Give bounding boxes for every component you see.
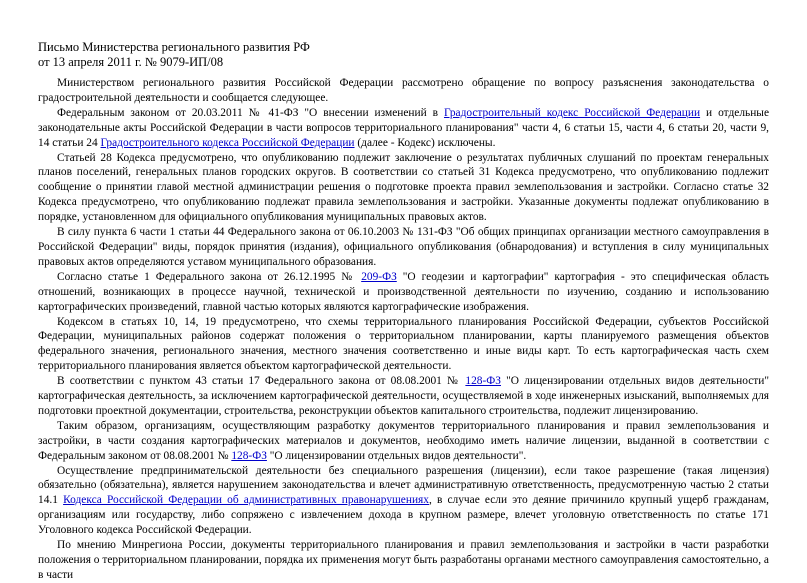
- document-link[interactable]: 209-ФЗ: [361, 270, 397, 283]
- document-date-number: от 13 апреля 2011 г. № 9079-ИП/08: [38, 55, 224, 69]
- paragraph-text: Министерством регионального развития Российской Федерации рассмотрено обращение по вопросу разъяснения законодательства о градостроительной деятельности и сообщается следующее.: [38, 77, 769, 104]
- paragraph-text: и отдельные законодательные акты Российской Федерации в части вопросов территориального планирования" части 4, 6 статьи 15, части 4, 6 статьи 20, части 9, 14 статьи 24: [38, 106, 769, 149]
- paragraph-text: Федеральным законом от 20.03.2011 № 41-ФЗ "О внесении изменений в: [57, 106, 444, 119]
- paragraph-text: Согласно статье 1 Федерального закона от 26.12.1995 №: [57, 270, 362, 283]
- paragraph-text: Осуществление предпринимательской деятельности без специального разрешения (лицензии), если такое разрешение (такая лицензия) обязательно (обязательна), является нарушением законодательства и влечет административную ответственность, предусмотренную частью 2 статьи 14.1: [38, 464, 769, 507]
- paragraph-text: По мнению Минрегиона России, документы территориального планирования и правил землепользования и застройки в части разработки положения о территориальном планировании, порядка их применения могут быть разработаны органами местного самоуправления самостоятельно, а в части: [38, 539, 769, 581]
- paragraph-text: Кодексом в статьях 10, 14, 19 предусмотрено, что схемы территориального планирования Российской Федерации, субъектов Российской Федерации, муниципальных районов содержат положения о территориальном планировании, карты планируемого размещения объектов федерального значения, регионального значения, местного значения соответственно и иные виды карт. То есть картографическая часть схем территориального планирования является объектом картографической деятельности.: [38, 315, 769, 373]
- document-title: Письмо Министерства регионального развития РФ: [38, 40, 310, 54]
- paragraph: [38, 374, 769, 419]
- paragraph: [38, 270, 769, 315]
- paragraph: [38, 419, 769, 464]
- paragraph-text: Таким образом, организациям, осуществляющим разработку документов территориального планирования и правил землепользования и застройки, в части создания картографических материалов и документов, необходимо иметь наличие лицензии, выданной в соответствии с Федеральным законом от 08.08.2001 №: [38, 419, 769, 462]
- paragraph: [38, 538, 769, 583]
- paragraph-text: В соответствии с пунктом 43 статьи 17 Федерального закона от 08.08.2001 №: [57, 375, 466, 388]
- paragraph-text: "О лицензировании отдельных видов деятельности".: [266, 449, 527, 462]
- paragraph: [38, 464, 769, 539]
- document-link[interactable]: Градостроительный кодекс Российской Федерации: [443, 106, 701, 119]
- paragraph: [38, 106, 769, 151]
- paragraph-text: Статьей 28 Кодекса предусмотрено, что опубликованию подлежит заключение о результатах публичных слушаний по проектам генеральных планов поселений, генеральных планов городских округов. В соответствии со статьей 31 Кодекса предусмотрено, что опубликованию подлежит сообщение о принятии главой местной администрации решения о подготовке проекта правил землепользования и застройки. Согласно статье 32 Кодекса предусмотрено, что опубликованию подлежат правила землепользования и застройки. Указанные документы подлежат опубликованию в порядке, установленном для официального опубликования муниципальных правовых актов.: [38, 151, 769, 224]
- document-link[interactable]: 128-ФЗ: [231, 449, 267, 462]
- document-body: [38, 76, 769, 583]
- document-link[interactable]: Градостроительного кодекса Российской Федерации: [100, 136, 355, 149]
- document-link[interactable]: 128-ФЗ: [465, 375, 501, 388]
- paragraph: [38, 225, 769, 270]
- paragraph-text: "О лицензировании отдельных видов деятельности" картографическая деятельность, за исключением картографической деятельности, осуществляемой в ходе инженерных изысканий, выполняемых для подготовки проектной документации, строительства, реконструкции объектов капитального строительства, подлежит лицензированию.: [38, 375, 769, 417]
- document-link[interactable]: Кодекса Российской Федерации об административных правонарушениях: [63, 494, 429, 507]
- paragraph-text: "О геодезии и картографии" картография - это специфическая область отношений, возникающих в процессе научной, технической и производственной деятельности по изучению, созданию и использованию картографических произведений, главной частью которых являются картографические изображения.: [38, 270, 769, 313]
- paragraph-text: В силу пункта 6 части 1 статьи 44 Федерального закона от 06.10.2003 № 131-ФЗ "Об общих принципах организации местного самоуправления в Российской Федерации" виды, порядок принятия (издания), официального опубликования (обнародования) и вступления в силу муниципальных правовых актов определяются уставом муниципального образования.: [38, 226, 769, 268]
- paragraph: [38, 76, 769, 106]
- paragraph: [38, 151, 769, 226]
- paragraph-text: (далее - Кодекс) исключены.: [354, 136, 496, 149]
- paragraph: [38, 315, 769, 375]
- paragraph-text: , в случае если это деяние причинило крупный ущерб гражданам, организациям или государству, либо сопряжено с извлечением дохода в крупном размере, влечет уголовную ответственность по статье 171 Уголовного кодекса Российской Федерации.: [38, 494, 770, 537]
- document-header: [38, 40, 310, 70]
